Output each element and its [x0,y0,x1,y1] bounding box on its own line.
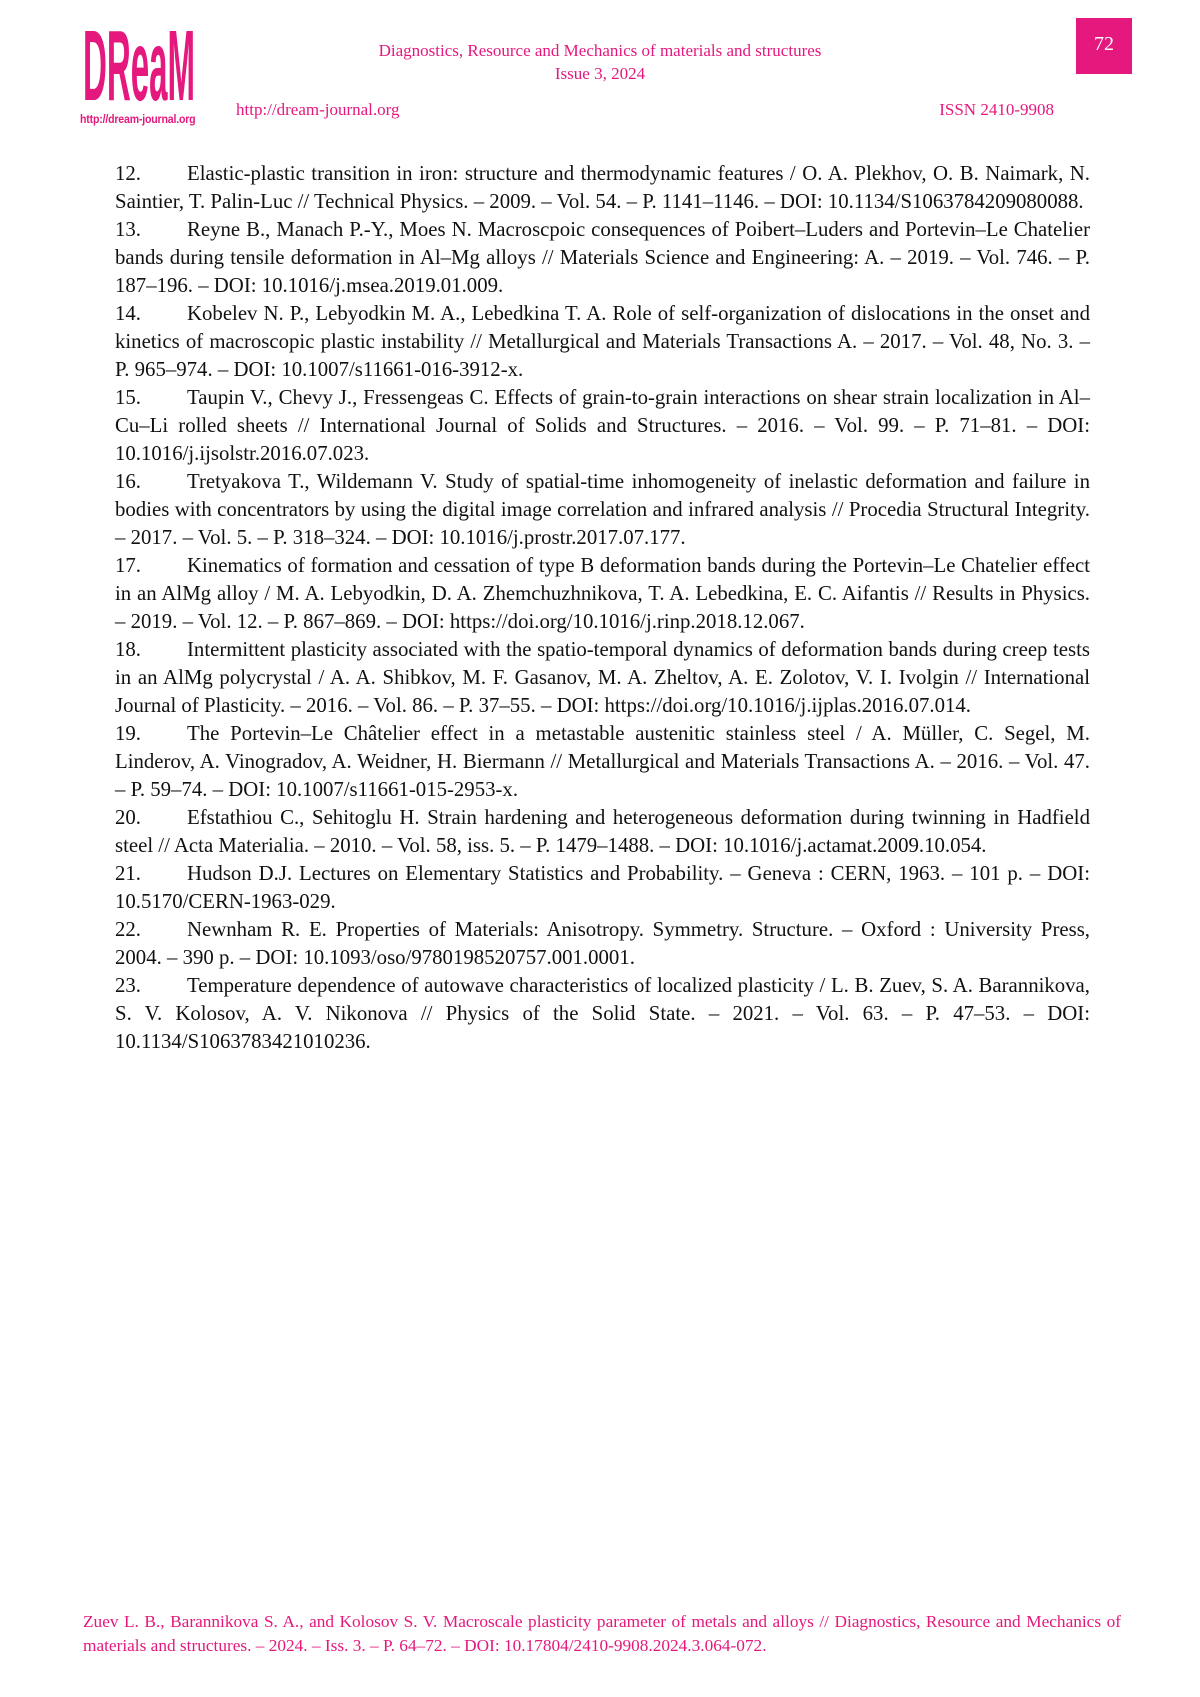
reference-item [115,972,1090,1056]
reference-number: 14. [115,300,187,328]
reference-item [115,216,1090,300]
reference-item [115,552,1090,636]
reference-number: 13. [115,216,187,244]
reference-number: 19. [115,720,187,748]
reference-text: The Portevin–Le Châtelier effect in a metastable austenitic stainless steel / A. Müller, C. Segel, M. Linderov, A. Vinogradov, A. Weidner, H. Biermann // Metallurgical and Materials Transactions A. – 2016. – Vol. 47. – P. 59–74. – DOI: 10.1007/s11661-015-2953-x. [115,722,1090,801]
reference-text: Intermittent plasticity associated with the spatio-temporal dynamics of deformation bands during creep tests in an AlMg polycrystal / A. A. Shibkov, M. F. Gasanov, M. A. Zheltov, A. E. Zolotov, V. I. Ivolgin // International Journal of Plasticity. – 2016. – Vol. 86. – P. 37–55. – DOI: https://doi.org/10.1016/j.ijplas.2016.07.014. [115,638,1090,717]
reference-text: Efstathiou C., Sehitoglu H. Strain hardening and heterogeneous deformation during twinning in Hadfield steel // Acta Materialia. – 2010. – Vol. 58, iss. 5. – P. 1479–1488. – DOI: 10.1016/j.actamat.2009.10.054. [115,806,1090,857]
reference-number: 17. [115,552,187,580]
reference-number: 20. [115,804,187,832]
reference-number: 16. [115,468,187,496]
reference-text: Kinematics of formation and cessation of type B deformation bands during the Portevin–Le Chatelier effect in an AlMg alloy / M. A. Lebyodkin, D. A. Zhemchuzhnikova, T. A. Lebedkina, E. C. Aifantis // Results in Physics. – 2019. – Vol. 12. – P. 867–869. – DOI: https://doi.org/10.1016/j.rinp.2018.12.067. [115,554,1090,633]
reference-item [115,804,1090,860]
reference-text: Elastic-plastic transition in iron: structure and thermodynamic features / O. A. Plekhov, O. B. Naimark, N. Saintier, T. Palin-Luc // Technical Physics. – 2009. – Vol. 54. – P. 1141–1146. – DOI: 10.1134/S1063784209080088. [115,162,1090,213]
reference-number: 21. [115,860,187,888]
reference-item [115,636,1090,720]
reference-item [115,860,1090,916]
reference-item [115,916,1090,972]
reference-text: Newnham R. E. Properties of Materials: Anisotropy. Symmetry. Structure. – Oxford : University Press, 2004. – 390 p. – DOI: 10.1093/oso/9780198520757.001.0001. [115,918,1090,969]
journal-logo [80,16,198,128]
reference-number: 23. [115,972,187,1000]
journal-issue: Issue 3, 2024 [300,63,900,85]
reference-item [115,720,1090,804]
reference-text: Taupin V., Chevy J., Fressengeas C. Effects of grain-to-grain interactions on shear strain localization in Al–Cu–Li rolled sheets // International Journal of Solids and Structures. – 2016. – Vol. 99. – P. 71–81. – DOI: 10.1016/j.ijsolstr.2016.07.023. [115,386,1090,465]
reference-text: Hudson D.J. Lectures on Elementary Statistics and Probability. – Geneva : CERN, 1963. – 101 p. – DOI: 10.5170/CERN-1963-029. [115,862,1090,913]
reference-item [115,384,1090,468]
reference-text: Reyne B., Manach P.-Y., Moes N. Macroscpoic consequences of Poibert–Luders and Portevin–Le Chatelier bands during tensile deformation in Al–Mg alloys // Materials Science and Engineering: A. – 2019. – Vol. 746. – P. 187–196. – DOI: 10.1016/j.msea.2019.01.009. [115,218,1090,297]
logo-url[interactable]: http://dream-journal.org [80,112,184,126]
reference-text: Kobelev N. P., Lebyodkin M. A., Lebedkina T. A. Role of self-organization of dislocations in the onset and kinetics of macroscopic plastic instability // Metallurgical and Materials Transactions A. – 2017. – Vol. 48, No. 3. – P. 965–974. – DOI: 10.1007/s11661-016-3912-x. [115,302,1090,381]
journal-title: Diagnostics, Resource and Mechanics of materials and structures [300,40,900,62]
citation-footer: Zuev L. B., Barannikova S. A., and Kolosov S. V. Macroscale plasticity parameter of metals and alloys // Diagnostics, Resource and Mechanics of materials and structures. – 2024. – Iss. 3. – P. 64–72. – DOI: 10.17804/2410-9908.2024.3.064-072. [83,1610,1121,1658]
logo-text: D [83,16,195,112]
reference-text: Tretyakova T., Wildemann V. Study of spatial-time inhomogeneity of inelastic deformation and failure in bodies with concentrators by using the digital image correlation and infrared analysis // Procedia Structural Integrity. – 2017. – Vol. 5. – P. 318–324. – DOI: 10.1016/j.prostr.2017.07.177. [115,470,1090,549]
reference-text: Temperature dependence of autowave characteristics of localized plasticity / L. B. Zuev, S. A. Barannikova, S. V. Kolosov, A. V. Nikonova // Physics of the Solid State. – 2021. – Vol. 63. – P. 47–53. – DOI: 10.1134/S1063783421010236. [115,974,1090,1053]
reference-list [115,160,1090,1056]
issn: ISSN 2410-9908 [939,100,1054,120]
reference-number: 15. [115,384,187,412]
dream-logo-icon [80,16,198,112]
site-url-link[interactable]: http://dream-journal.org [236,100,400,120]
reference-number: 18. [115,636,187,664]
reference-item [115,160,1090,216]
reference-item [115,468,1090,552]
reference-number: 22. [115,916,187,944]
page-number-badge: 72 [1076,18,1132,74]
reference-item [115,300,1090,384]
reference-number: 12. [115,160,187,188]
